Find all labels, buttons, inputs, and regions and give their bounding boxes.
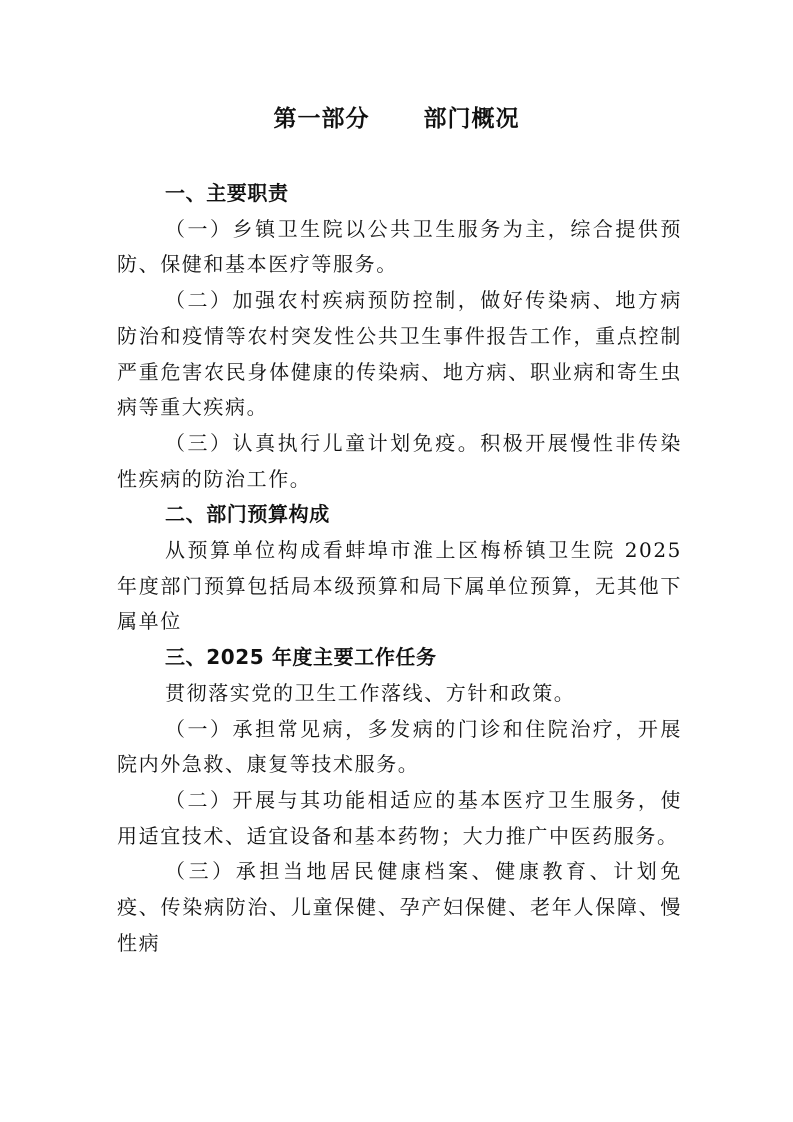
paragraph: （三）认真执行儿童计划免疫。积极开展慢性非传染性疾病的防治工作。 — [117, 430, 682, 491]
paragraph: 贯彻落实党的卫生工作落线、方针和政策。 — [165, 680, 576, 705]
paragraph: 从预算单位构成看蚌埠市淮上区梅桥镇卫生院 2025 年度部门预算包括局本级预算和局下属单位预算，无其他下属单位 — [117, 538, 682, 634]
section-heading-annual-tasks: 三、2025 年度主要工作任务 — [165, 645, 437, 670]
document-body — [117, 176, 682, 961]
section-heading-budget-structure: 二、部门预算构成 — [165, 502, 330, 527]
paragraph: （三）承担当地居民健康档案、健康教育、计划免疫、传染病防治、儿童保健、孕产妇保健、老年人保障、慢性病 — [117, 859, 682, 955]
paragraph: （一）承担常见病，多发病的门诊和住院治疗，开展院内外急救、康复等技术服务。 — [117, 716, 682, 777]
paragraph: （二）开展与其功能相适应的基本医疗卫生服务，使用适宜技术、适宜设备和基本药物；大力推广中医药服务。 — [117, 787, 682, 848]
paragraph: （二）加强农村疾病预防控制，做好传染病、地方病防治和疫情等农村突发性公共卫生事件报告工作，重点控制严重危害农民身体健康的传染病、地方病、职业病和寄生虫病等重大疾病。 — [117, 288, 682, 420]
page-title: 第一部分 部门概况 — [273, 106, 520, 132]
paragraph: （一）乡镇卫生院以公共卫生服务为主，综合提供预防、保健和基本医疗等服务。 — [117, 216, 682, 277]
section-heading-duties: 一、主要职责 — [165, 181, 289, 205]
